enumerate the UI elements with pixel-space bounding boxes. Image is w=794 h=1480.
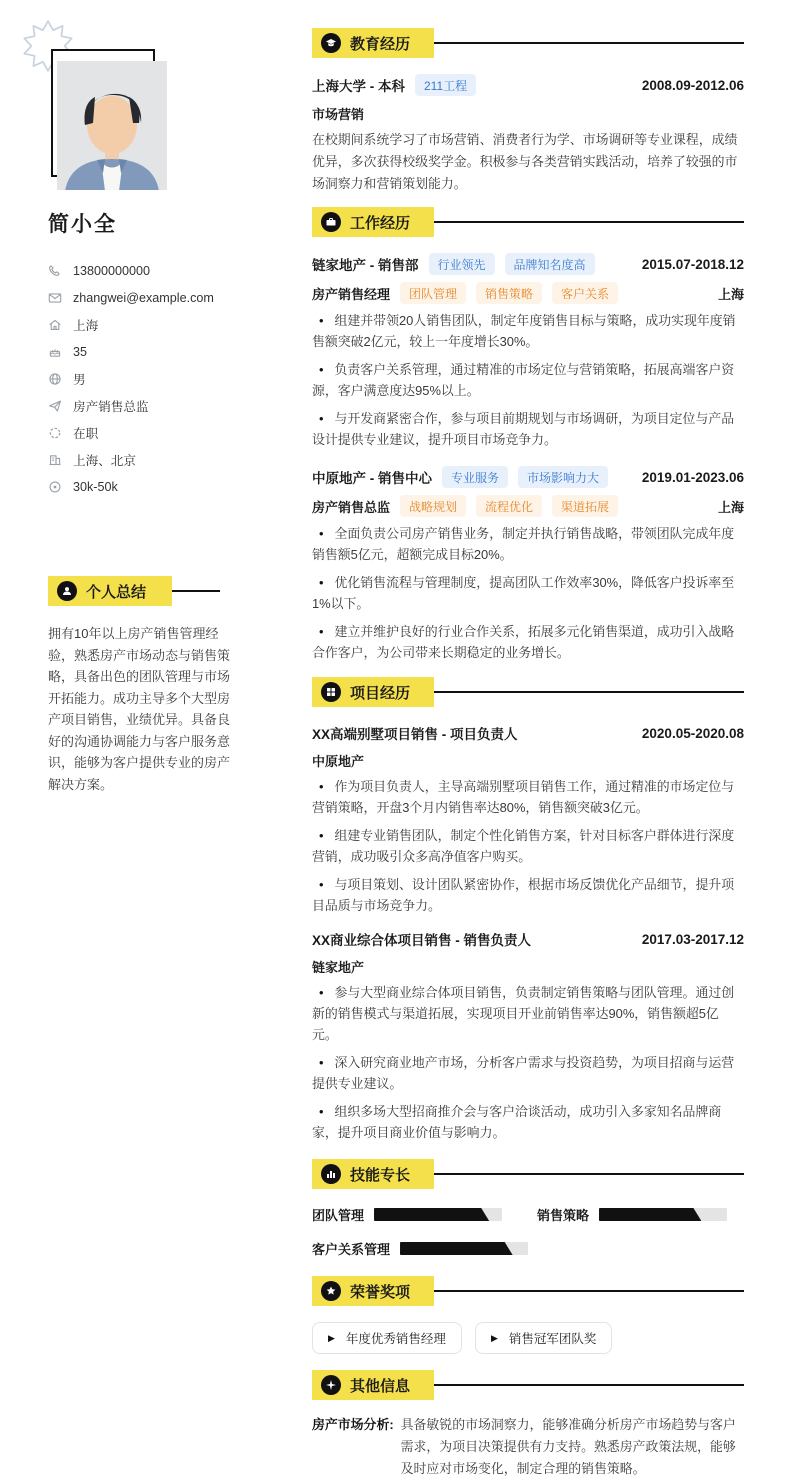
section-title: 技能专长 [350,1166,411,1184]
bullet-dot: • [319,877,324,892]
company-tag: 市场影响力大 [518,466,608,488]
work-entry-company-row [312,253,744,275]
work-location: 上海 [717,499,744,515]
contact-email [48,284,290,311]
honor-pill[interactable] [475,1322,612,1354]
work-bullets [312,523,744,663]
bullet-item [312,523,744,565]
section-work [312,207,744,663]
other-info-text: 具备敏锐的市场洞察力，能够准确分析房产市场趋势与客户需求，为项目决策提供有力支持。熟悉房产政策法规，能够及时应对市场变化，制定合理的销售策略。 [400,1417,736,1476]
section-projects [312,677,744,1143]
contact-phone-value: 13800000000 [73,263,151,278]
bullet-item [312,825,744,867]
sidebar [48,208,290,795]
section-skills [312,1159,744,1258]
bullet-text: 建立并维护良好的行业合作关系，拓展多元化销售渠道，成功引入战略合作客户，为公司带来长期稳定的业务增长。 [312,624,735,660]
profile-photo [57,61,167,190]
bullet-dot: • [319,575,324,590]
section-title: 个人总结 [86,583,147,601]
header-tag [312,677,434,707]
section-header-work [312,207,744,237]
section-other [312,1370,744,1480]
bullet-text: 组建并带领20人销售团队，制定年度销售目标与策略，成功实现年度销售额突破2亿元，较上一年度增长30%。 [312,313,736,349]
position-tag: 客户关系 [552,282,618,304]
bullet-item [312,1052,744,1094]
section-header-projects [312,677,744,707]
bullet-item [312,776,744,818]
bullet-dot: • [319,624,324,639]
section-education [312,28,744,195]
project-entry-header [312,723,744,743]
skill-label: 客户关系管理 [312,1242,391,1257]
section-honors [312,1276,744,1354]
bullet-text: 参与大型商业综合体项目销售，负责制定销售策略与团队管理。通过创新的销售模式与渠道拓展，实现项目开业前销售率达90%，销售额超5亿元。 [312,985,735,1042]
header-tag [312,207,434,237]
bullet-dot: • [319,1104,324,1119]
contact-city-value: 上海 [73,319,99,333]
honor-pill[interactable] [312,1322,462,1354]
bar-chart-icon [321,1164,341,1184]
work-bullets [312,310,744,450]
bullet-dot: • [319,985,324,1000]
section-title: 荣誉奖项 [350,1283,411,1301]
contact-gender [48,365,290,392]
bullet-text: 组织多场大型招商推介会与客户洽谈活动，成功引入多家知名品牌商家，提升项目商业价值与影响力。 [312,1104,722,1140]
project-date: 2020.05-2020.08 [641,725,744,741]
other-info-row [312,1414,744,1480]
bullet-text: 作为项目负责人，主导高端别墅项目销售工作，通过精准的市场定位与营销策略，开盘3个月内销售率达80%，销售额突破3亿元。 [312,779,735,815]
contact-status-value: 在职 [73,427,99,441]
position-tag: 流程优化 [476,495,542,517]
skill-item [312,1239,537,1258]
honor-label: 年度优秀销售经理 [345,1332,446,1346]
school-name: 上海大学 - 本科 [312,79,405,94]
briefcase-icon [321,212,341,232]
position-tag: 团队管理 [400,282,466,304]
education-date: 2008.09-2012.06 [641,77,744,93]
section-header-honors [312,1276,744,1306]
bullet-dot: • [319,526,324,541]
work-entry-company-row [312,466,744,488]
position-tag: 战略规划 [400,495,466,517]
skill-bar-track [374,1208,502,1221]
candidate-name: 简小全 [48,213,117,236]
project-entry [312,723,744,916]
skill-bar-track [400,1242,528,1255]
work-entry-position-row [312,495,744,517]
header-tag [312,1370,434,1400]
bullet-text: 与项目策划、设计团队紧密协作，根据市场反馈优化产品细节，提升项目品质与市场竞争力。 [312,877,735,913]
birthday-cake-icon [48,345,62,359]
header-tag [48,576,172,606]
honor-label: 销售冠军团队奖 [508,1332,597,1346]
bullet-item [312,982,744,1045]
bullet-item [312,1101,744,1143]
contact-salary-value: 30k-50k [73,479,118,494]
company-tag: 品牌知名度高 [505,253,595,275]
bullet-item [312,359,744,401]
bullet-item [312,874,744,916]
header-tag [312,28,434,58]
position-tag: 渠道拓展 [552,495,618,517]
contact-target-cities-value: 上海、北京 [73,454,136,468]
contact-phone [48,257,290,284]
bullet-dot: • [319,362,324,377]
contact-age-value: 35 [73,344,88,359]
bullet-text: 负责客户关系管理，通过精准的市场定位与营销策略，拓展高端客户资源，客户满意度达95%以上。 [312,362,735,398]
skill-bar-fill [599,1208,701,1221]
work-date: 2015.07-2018.12 [641,256,744,272]
project-company: 中原地产 [312,754,365,769]
sync-icon [48,426,62,440]
work-date: 2019.01-2023.06 [641,469,744,485]
play-icon: ▶ [328,1332,335,1343]
section-title: 教育经历 [350,35,411,53]
bullet-dot: • [319,411,324,426]
project-bullets [312,982,744,1143]
bullet-dot: • [319,828,324,843]
section-header-other [312,1370,744,1400]
project-name: XX商业综合体项目销售 - 销售负责人 [312,933,532,948]
bullet-text: 与开发商紧密合作，参与项目前期规划与市场调研，为项目定位与产品设计提供专业建议，提升项目市场竞争力。 [312,411,735,447]
paper-plane-icon [48,399,62,413]
company-tag: 行业领先 [429,253,495,275]
contact-gender-value: 男 [73,373,86,387]
project-company: 链家地产 [312,960,365,975]
company-name: 链家地产 - 销售部 [312,258,419,273]
contact-status [48,419,290,446]
other-info-label: 房产市场分析: [312,1417,394,1432]
work-entry [312,253,744,450]
section-title: 项目经历 [350,684,411,702]
work-entry [312,466,744,663]
star-icon [321,1281,341,1301]
home-icon [48,318,62,332]
bullet-item [312,310,744,352]
contact-salary [48,473,290,500]
person-icon [57,581,77,601]
header-tag [312,1159,434,1189]
building-icon [48,453,62,467]
position-title: 房产销售总监 [312,499,391,515]
education-entry-header [312,74,744,96]
contact-email-value: zhangwei@example.com [73,290,214,305]
contact-list [48,257,290,500]
skill-bar-track [599,1208,727,1221]
bullet-text: 组建专业销售团队，制定个性化销售方案，针对目标客户群体进行深度营销，成功吸引众多高净值客户购买。 [312,828,735,864]
contact-target-cities [48,446,290,473]
header-tag [312,1276,434,1306]
project-date: 2017.03-2017.12 [641,931,744,947]
bullet-item [312,621,744,663]
section-title: 其他信息 [350,1377,411,1395]
section-header-skills [312,1159,744,1189]
section-header-summary [48,576,220,606]
skill-label: 团队管理 [312,1208,365,1223]
honor-pills [312,1322,744,1354]
bullet-dot: • [319,779,324,794]
bullet-dot: • [319,1055,324,1070]
contact-age [48,338,290,365]
work-location: 上海 [717,286,744,302]
bullet-text: 深入研究商业地产市场，分析客户需求与投资趋势，为项目招商与运营提供专业建议。 [312,1055,735,1091]
contact-position-value: 房产销售总监 [73,400,149,414]
project-entry-header [312,929,744,949]
company-tag: 专业服务 [442,466,508,488]
play-icon: ▶ [490,1332,498,1343]
company-name: 中原地产 - 销售中心 [312,471,432,486]
skill-label: 销售策略 [537,1208,590,1223]
summary-text: 拥有10年以上房产销售管理经验，熟悉房产市场动态与销售策略，具备出色的团队管理与市场开拓能力。成功主导多个大型房产项目销售，业绩优异。具备良好的沟通协调能力与客户服务意识，能够为客户提供专业的房产解决方案。 [48,626,231,792]
mail-icon [48,291,62,305]
skills-grid [312,1205,744,1258]
school-badge: 211工程 [415,74,476,96]
bullet-text: 全面负责公司房产销售业务，制定并执行销售战略，带领团队完成年度销售额5亿元，超额完成目标20%。 [312,526,735,562]
bullet-item [312,572,744,614]
section-title: 工作经历 [350,214,411,232]
project-entry [312,929,744,1143]
phone-icon [48,264,62,278]
bullet-text: 优化销售流程与管理制度，提高团队工作效率30%，降低客户投诉率至1%以下。 [312,575,735,611]
bullet-dot: • [319,313,324,328]
project-bullets [312,776,744,916]
contact-city [48,311,290,338]
skill-bar-fill [400,1242,513,1255]
skill-item [537,1205,744,1224]
main-column [312,28,744,1480]
contact-position [48,392,290,419]
work-entry-position-row [312,282,744,304]
skill-item [312,1205,537,1224]
project-name: XX高端别墅项目销售 - 项目负责人 [312,727,518,742]
position-title: 房产销售经理 [312,286,391,302]
sparkle-icon [321,1375,341,1395]
bullet-item [312,408,744,450]
graduation-cap-icon [321,33,341,53]
skill-bar-fill [374,1208,489,1221]
section-header-education [312,28,744,58]
globe-icon [48,372,62,386]
target-icon [48,480,62,494]
grid-icon [321,682,341,702]
position-tag: 销售策略 [476,282,542,304]
major: 市场营销 [312,107,365,122]
education-description: 在校期间系统学习了市场营销、消费者行为学、市场调研等专业课程，成绩优异，多次获得校级奖学金。积极参与各类营销实践活动，培养了较强的市场洞察力和营销策划能力。 [312,132,738,191]
